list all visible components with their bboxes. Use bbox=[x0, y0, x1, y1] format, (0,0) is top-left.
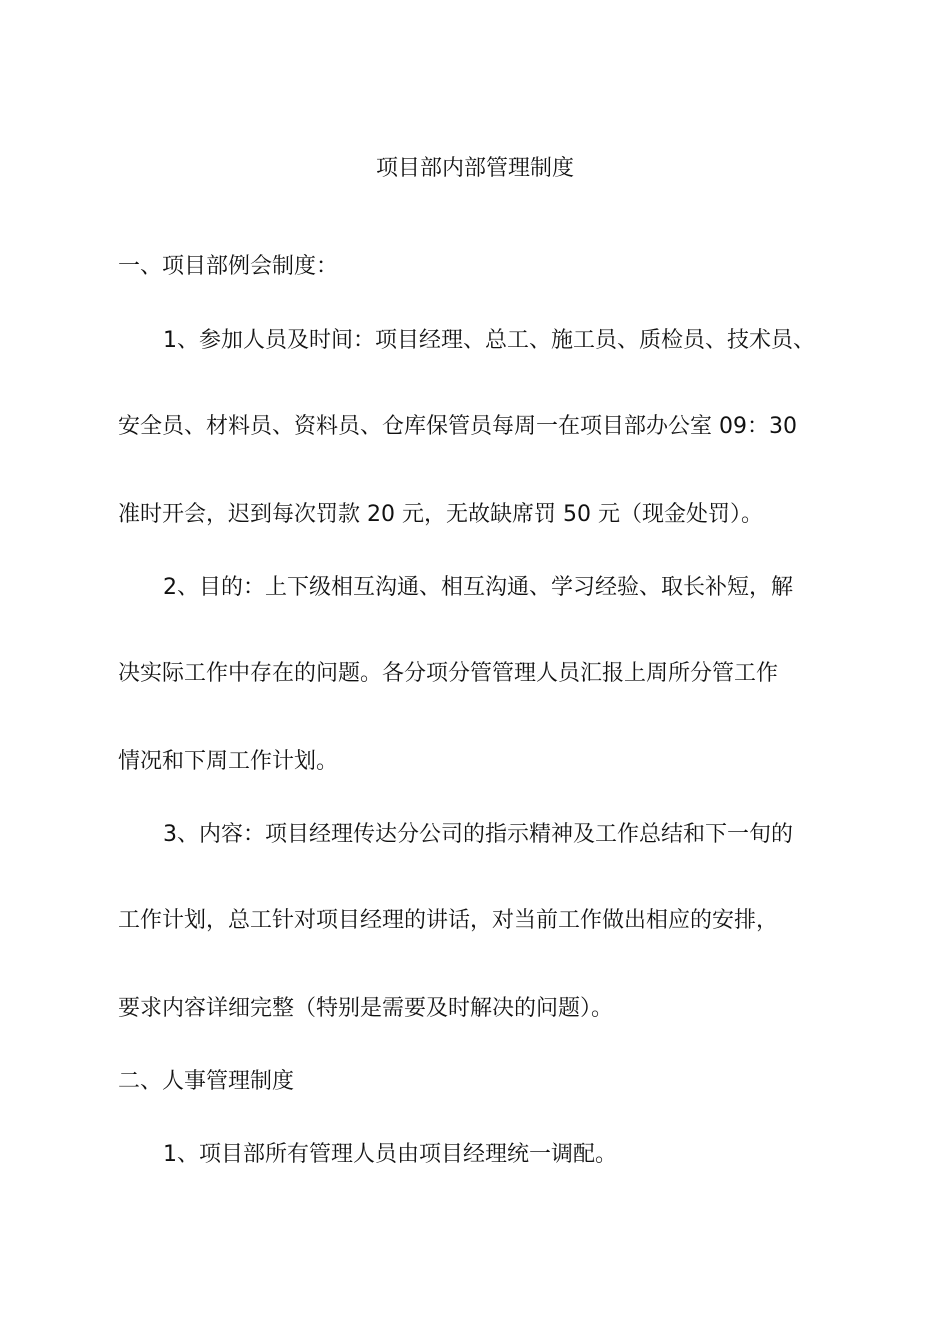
paragraph-line: 3、内容：项目经理传达分公司的指示精神及工作总结和下一旬的 bbox=[163, 822, 793, 847]
paragraph-line: 安全员、材料员、资料员、仓库保管员每周一在项目部办公室 09：30 bbox=[118, 414, 797, 439]
paragraph-line: 1、参加人员及时间：项目经理、总工、施工员、质检员、技术员、 bbox=[163, 328, 815, 353]
document-title: 项目部内部管理制度 bbox=[375, 156, 574, 181]
section-heading-meeting: 一、项目部例会制度： bbox=[118, 254, 339, 279]
paragraph-line: 工作计划，总工针对项目经理的讲话，对当前工作做出相应的安排， bbox=[118, 908, 779, 933]
paragraph-line: 准时开会，迟到每次罚款 20 元，无故缺席罚 50 元（现金处罚）。 bbox=[118, 502, 763, 527]
paragraph-line: 1、项目部所有管理人员由项目经理统一调配。 bbox=[163, 1142, 617, 1167]
paragraph-line: 决实际工作中存在的问题。各分项分管管理人员汇报上周所分管工作 bbox=[118, 661, 779, 686]
section-heading-personnel: 二、人事管理制度 bbox=[118, 1069, 295, 1094]
paragraph-line: 2、目的：上下级相互沟通、相互沟通、学习经验、取长补短，解 bbox=[163, 575, 793, 600]
paragraph-line: 情况和下周工作计划。 bbox=[118, 749, 339, 774]
paragraph-line: 要求内容详细完整（特别是需要及时解决的问题）。 bbox=[118, 996, 614, 1021]
